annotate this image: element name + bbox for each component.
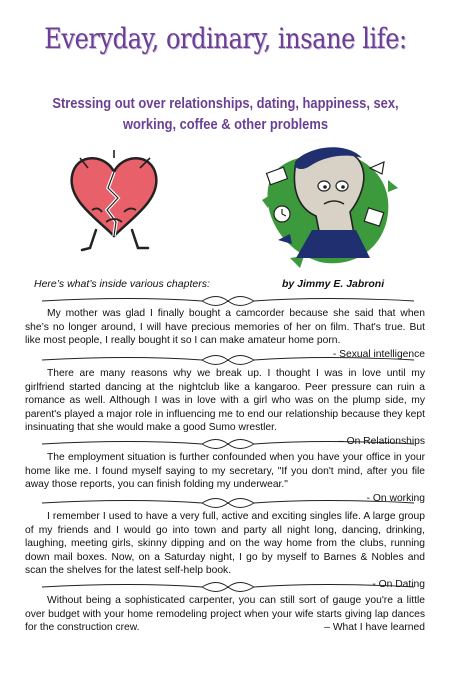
excerpt-text: My mother was glad I finally bought a camcorder because she said that when she’s no longer around, I will have precious memories of her on film. That's true. But like most people, I really bought it so I can make amateur home porn. — [25, 308, 425, 346]
ornamental-divider-icon — [42, 497, 414, 509]
excerpt-source: - On Dating — [372, 578, 425, 590]
excerpt-text: Without being a sophisticated carpenter, you can still sort of gauge you're a little over budget with your home remodeling project when your wife starts giving lap dances for the construction crew. — [25, 595, 425, 633]
excerpt — [25, 594, 425, 635]
ornamental-divider-icon — [42, 581, 414, 593]
subtitle-line: Stressing out over relationships, dating, happiness, sex, — [52, 95, 399, 112]
author-credit: by Jimmy E. Jabroni — [282, 278, 385, 290]
ornamental-divider-icon — [42, 295, 414, 307]
excerpt-source: – What I have learned — [324, 622, 425, 633]
page-title: Everyday, ordinary, insane life: — [44, 22, 407, 55]
ornamental-divider-icon — [42, 438, 414, 450]
excerpt-source: - On working — [366, 492, 425, 504]
stressed-man-icon — [250, 140, 400, 270]
chapters-intro: Here’s what’s inside various chapters: — [34, 278, 210, 290]
excerpt — [25, 307, 425, 361]
broken-heart-icon — [62, 148, 166, 260]
excerpt-text: There are many reasons why we break up. I thought I was in love until my girlfriend started dancing at the nightclub like a kangaroo. Peer pressure can ruin a romance as well. Although I was in love with a girl who was on the plump side, my parent's played a major role in influencing me to end our relationship because they kept insinuating that she would make a good Sumo wrestler. — [25, 368, 425, 433]
excerpt-text: I remember I used to have a very full, active and exciting singles life. A large group of my friends and I would go into town and party all night long, dancing, drinking, laughing, meeting girls, skinny dipping and on the way home from the clubs, running down mail boxes. Now, on a Saturday night, I go by myself to Barnes & Nobles and scan the shelves for the latest self-help book. — [25, 511, 425, 576]
excerpt-source: - Sexual intelligence — [332, 348, 425, 360]
excerpt-source: – On Relationships — [337, 435, 425, 447]
subtitle-line: working, coffee & other problems — [122, 116, 329, 133]
excerpt — [25, 510, 425, 591]
page-subtitle — [32, 93, 420, 135]
excerpt-text: The employment situation is further confounded when you have your office in your home like me. I found myself saying to my secretary, "If you don't mind, after you file away those reports, you can finish folding my underwear." — [25, 452, 425, 490]
ornamental-divider-icon — [42, 354, 414, 366]
excerpt — [25, 367, 425, 448]
